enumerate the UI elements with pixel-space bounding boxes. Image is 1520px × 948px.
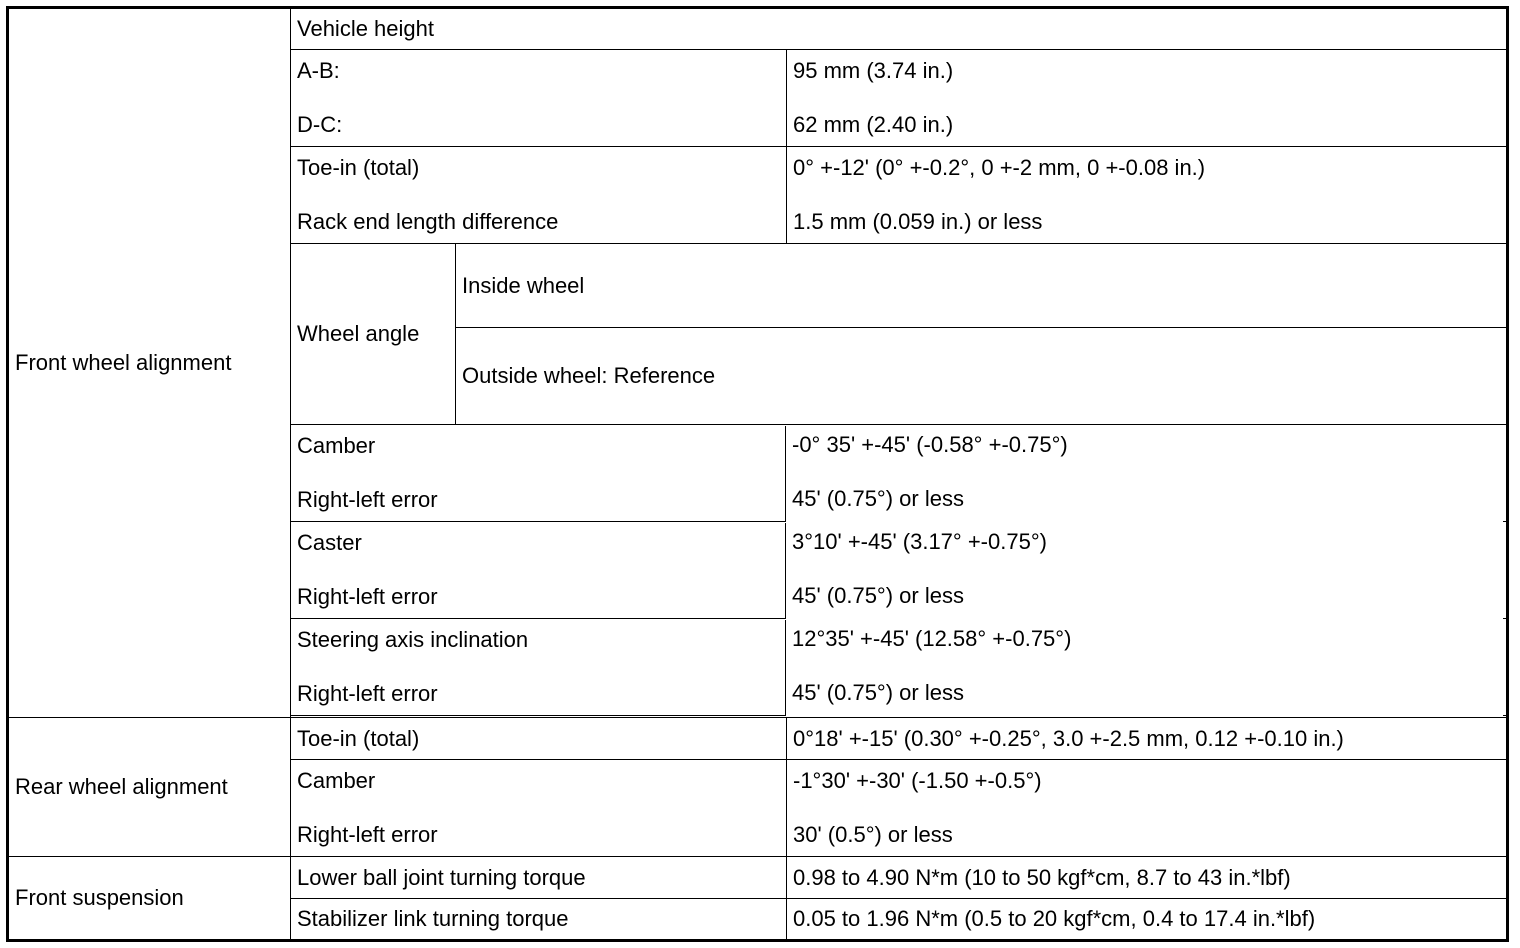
camber-rear-labels [291,760,787,857]
lower-ball-joint-label: Lower ball joint turning torque [291,857,787,899]
inside-wheel-label: Inside wheel [456,244,787,328]
toe-in-rear-value: 0°18' +-15' (0.30° +-0.25°, 3.0 +-2.5 mm, 0.12 +-0.10 in.) [787,718,1508,760]
front-suspension-label: Front suspension [8,857,291,941]
toe-in-rear-label: Toe-in (total) [291,718,787,760]
stabilizer-link-value: 0.05 to 1.96 N*m (0.5 to 20 kgf*cm, 0.4 to 17.4 in.*lbf) [787,899,1508,941]
lower-ball-joint-value: 0.98 to 4.90 N*m (10 to 50 kgf*cm, 8.7 to 43 in.*lbf) [787,857,1508,899]
inside-wheel-spacer [787,244,1508,328]
toe-in-front-value: 0° +-12' (0° +-0.2°, 0 +-2 mm, 0 +-0.08 in.) [793,155,1206,180]
steering-axis-error-label: Right-left error [297,681,438,706]
steering-axis-value: 12°35' +-45' (12.58° +-0.75°) [792,626,1072,651]
ab-label: A-B: [297,58,340,83]
ab-dc-labels [291,50,787,147]
toe-in-front-values [787,147,1508,244]
rack-end-label: Rack end length difference [297,209,559,234]
outside-wheel-label: Outside wheel: Reference [456,328,1508,425]
ab-dc-values [787,50,1508,147]
ab-value: 95 mm (3.74 in.) [793,58,954,83]
steering-axis-label: Steering axis inclination [297,627,529,652]
caster-error-value: 45' (0.75°) or less [792,583,964,608]
wheel-angle-label: Wheel angle [291,244,456,425]
rear-wheel-alignment-label: Rear wheel alignment [8,718,291,857]
vehicle-height-label: Vehicle height [291,8,1508,50]
caster-values [785,523,1503,619]
stabilizer-link-label: Stabilizer link turning torque [291,899,787,941]
camber-front-label: Camber [297,433,376,458]
caster-value: 3°10' +-45' (3.17° +-0.75°) [792,529,1047,554]
camber-rear-value: -1°30' +-30' (-1.50 +-0.5°) [793,768,1042,793]
steering-axis-error-value: 45' (0.75°) or less [792,680,964,705]
camber-front-values [785,426,1503,522]
caster-error-label: Right-left error [297,584,438,609]
toe-in-front-label: Toe-in (total) [297,155,420,180]
dc-value: 62 mm (2.40 in.) [793,112,954,137]
camber-front-error-value: 45' (0.75°) or less [792,486,964,511]
camber-front-value: -0° 35' +-45' (-0.58° +-0.75°) [792,432,1068,457]
dc-label: D-C: [297,112,343,137]
steering-axis-values [785,620,1503,716]
camber-front-error-label: Right-left error [297,487,438,512]
caster-label: Caster [297,530,362,555]
toe-in-front-labels [291,147,787,244]
front-wheel-alignment-label: Front wheel alignment [8,8,291,718]
camber-rear-values [787,760,1508,857]
rack-end-value: 1.5 mm (0.059 in.) or less [793,209,1043,234]
camber-rear-label: Camber [297,768,376,793]
camber-rear-error-label: Right-left error [297,822,438,847]
camber-rear-error-value: 30' (0.5°) or less [793,822,953,847]
